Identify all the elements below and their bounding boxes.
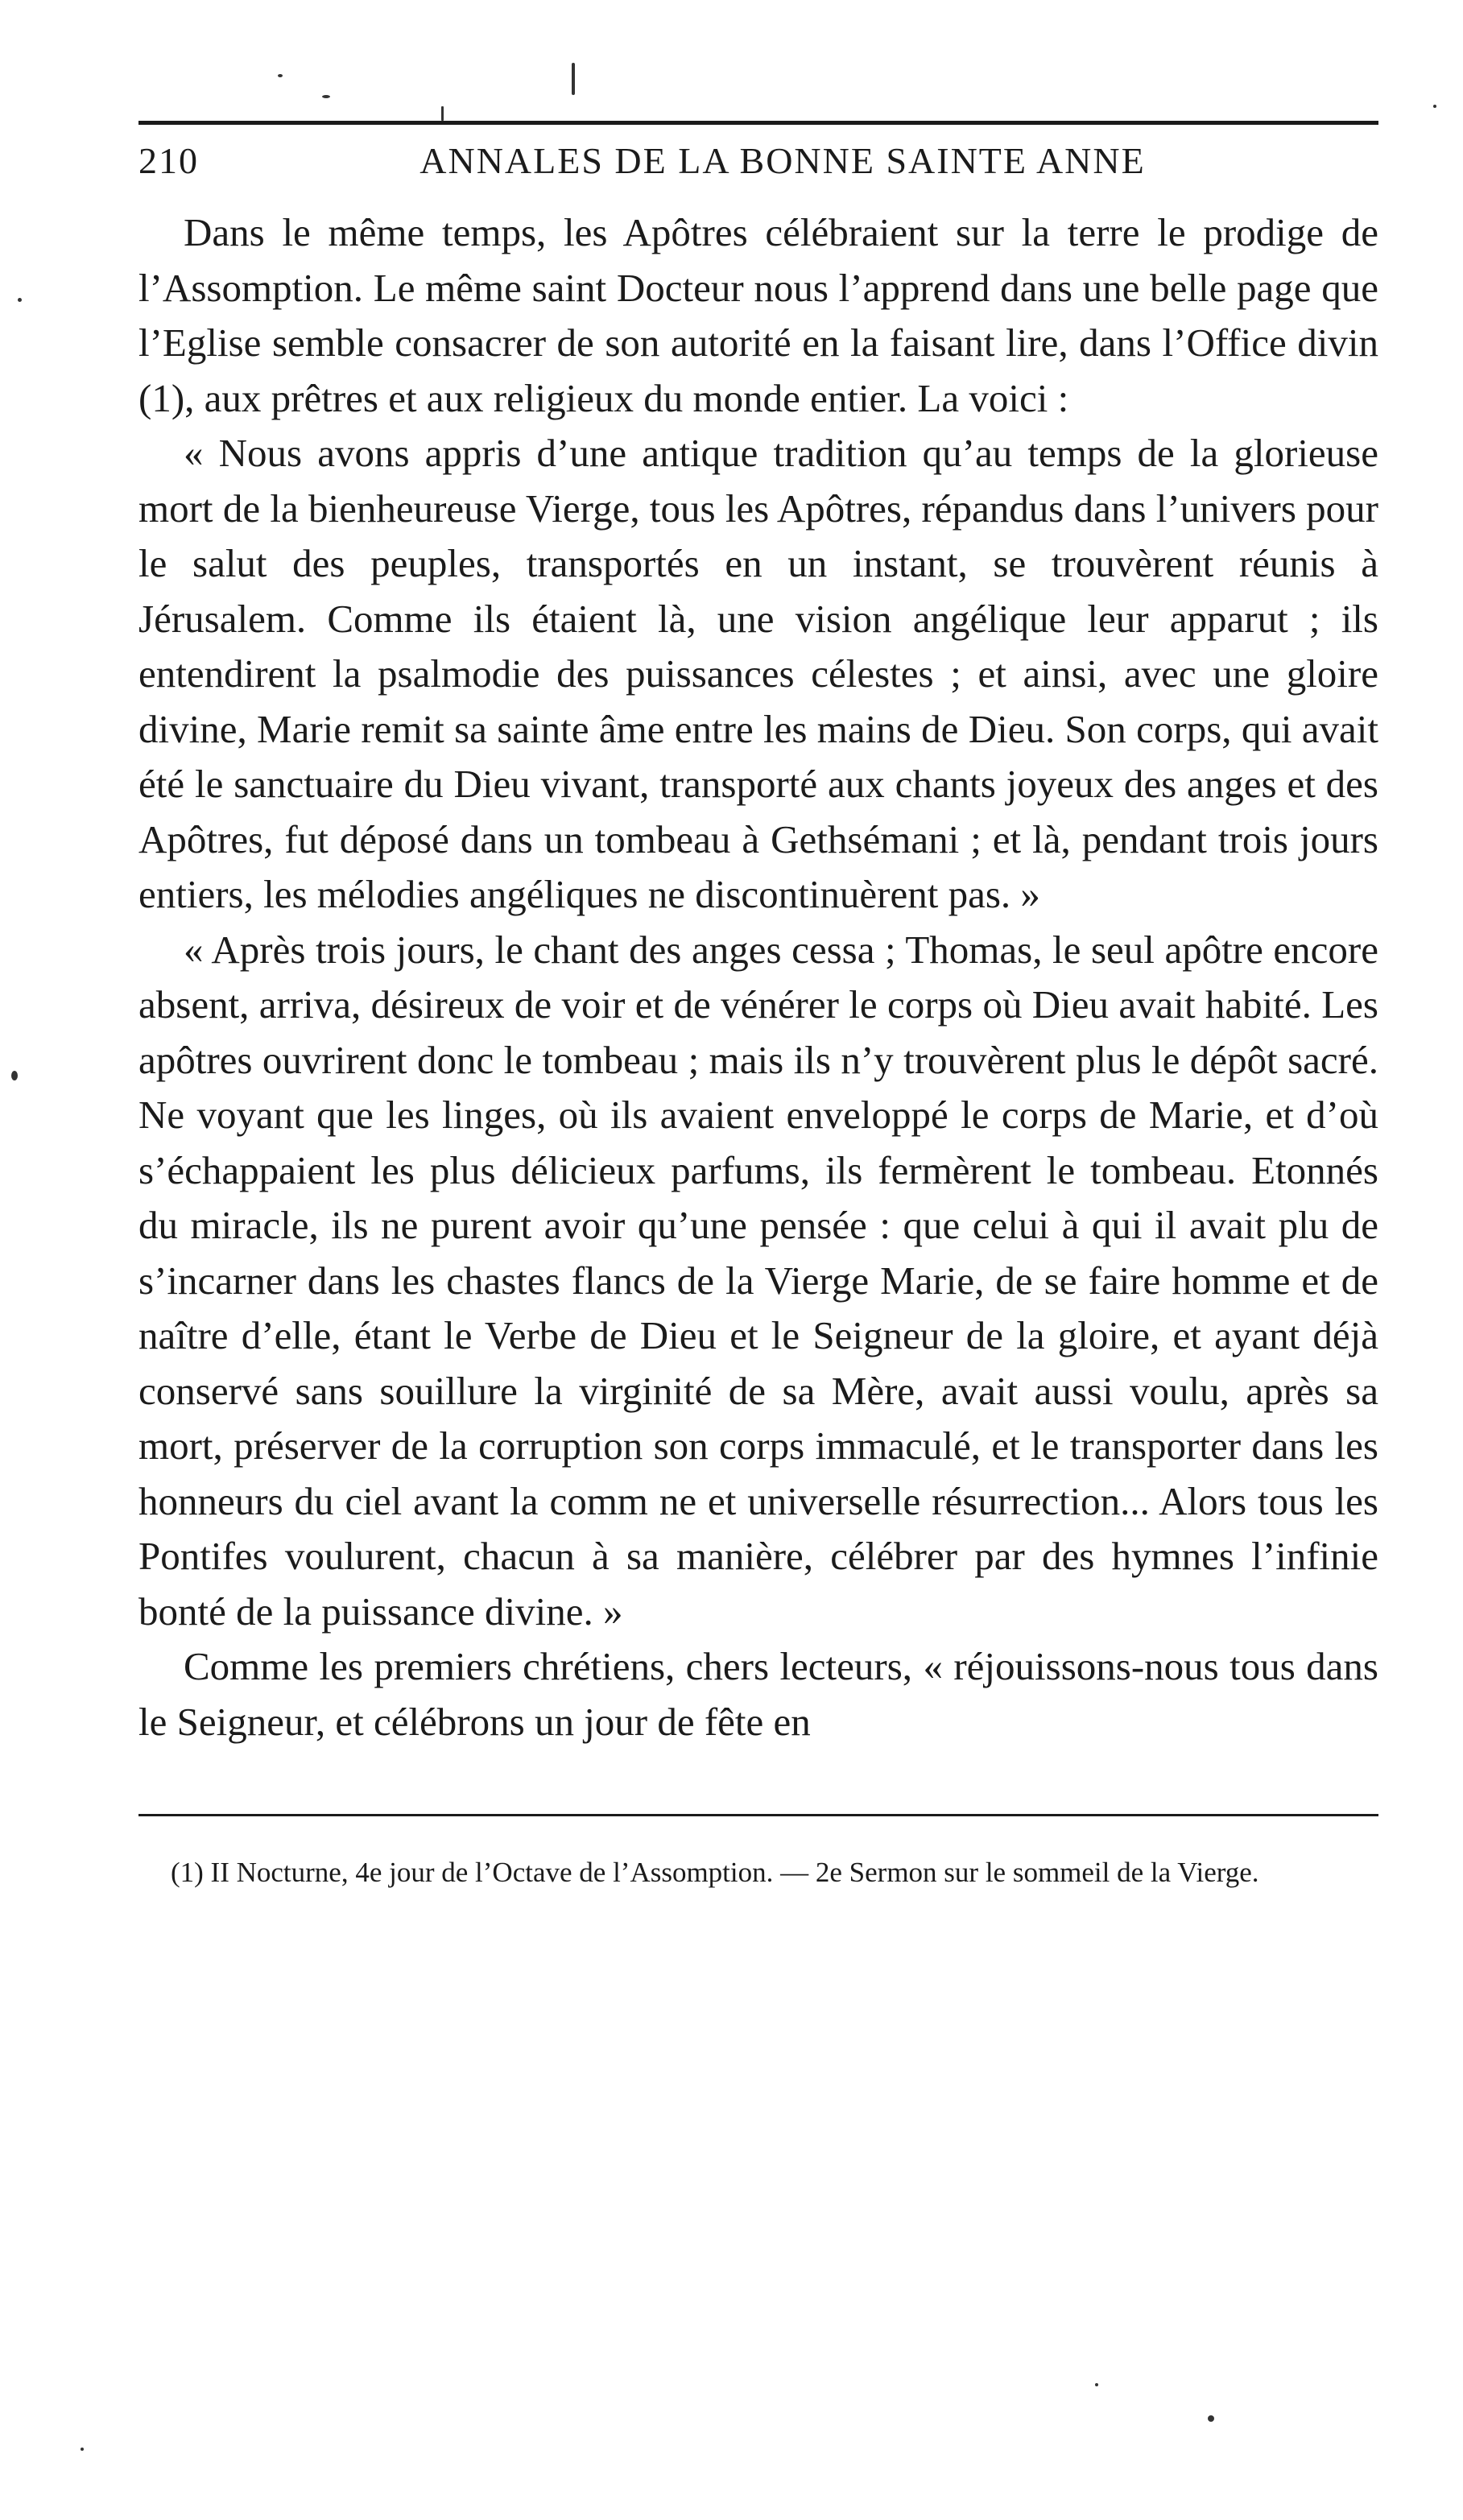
scan-speck <box>81 2448 84 2451</box>
running-header <box>138 139 1378 191</box>
body-text <box>138 205 1378 1750</box>
scan-speck <box>18 298 22 302</box>
footnote-rule <box>138 1814 1378 1816</box>
scan-speck <box>322 95 330 98</box>
scan-speck <box>572 63 575 95</box>
scan-speck <box>278 74 283 77</box>
paragraph: Comme les premiers chrétiens, chers lecteurs, « réjouissons-nous tous dans le Seigneur, et célébrons un jour de fête en <box>138 1644 1378 1744</box>
running-title: ANNALES DE LA BONNE SAINTE ANNE <box>419 140 1146 181</box>
scan-speck <box>11 1071 18 1080</box>
scan-speck <box>441 106 444 121</box>
footnotes <box>138 1852 1378 1894</box>
paragraph: Dans le même temps, les Apôtres célébraient sur la terre le prodige de l’Assomption. Le même saint Docteur nous l’apprend dans une belle page que l’Eglise semble consacrer de son autorité en la faisant lire, dans l’Office divin (1), aux prêtres et aux religieux du monde entier. La voici : <box>138 210 1378 420</box>
page-number: 210 <box>138 140 199 181</box>
paragraph: « Après trois jours, le chant des anges cessa ; Thomas, le seul apôtre encore absent, arriva, désireux de voir et de vénérer le corps où Dieu avait habité. Les apôtres ouvrirent donc le tombeau ; mais ils n’y trouvèrent plus le dépôt sacré. Ne voyant que les linges, où ils avaient enveloppé le corps de Marie, et d’où s’échappaient les plus délicieux parfums, ils fermèrent le tombeau. Etonnés du miracle, ils ne purent avoir qu’une pensée : que celui à qui il avait plu de s’incarner dans les chastes flancs de la Vierge Marie, de se faire homme et de naître d’elle, étant le Verbe de Dieu et le Seigneur de la gloire, et ayant déjà conservé sans souillure la virginité de sa Mère, avait aussi voulu, après sa mort, préserver de la corruption son corps immaculé, et le transporter dans les honneurs du ciel avant la comm ne et universelle résurrection... Alors tous les Pontifes voulurent, chacun à sa manière, célébrer par des hymnes l’infinie bonté de la puissance divine. » <box>138 927 1378 1634</box>
scan-speck <box>1433 105 1436 108</box>
header-rule <box>138 121 1378 125</box>
scan-speck <box>1208 2415 1214 2422</box>
paragraph: « Nous avons appris d’une antique tradition qu’au temps de la glorieuse mort de la bienheureuse Vierge, tous les Apôtres, répandus dans l’univers pour le salut des peuples, transportés en un instant, se trouvèrent réunis à Jérusalem. Comme ils étaient là, une vision angélique leur apparut ; ils entendirent la psalmodie des puissances célestes ; et ainsi, avec une gloire divine, Marie remit sa sainte âme entre les mains de Dieu. Son corps, qui avait été le sanctuaire du Dieu vivant, transporté aux chants joyeux des anges et des Apôtres, fut déposé dans un tombeau à Gethsémani ; et là, pendant trois jours entiers, les mélodies angéliques ne discontinuèrent pas. » <box>138 431 1378 916</box>
page <box>138 121 1378 1894</box>
scan-speck <box>1095 2383 1098 2386</box>
footnote: (1) II Nocturne, 4e jour de l’Octave de l’Assomption. — 2e Sermon sur le sommeil de la Vierge. <box>171 1857 1259 1888</box>
